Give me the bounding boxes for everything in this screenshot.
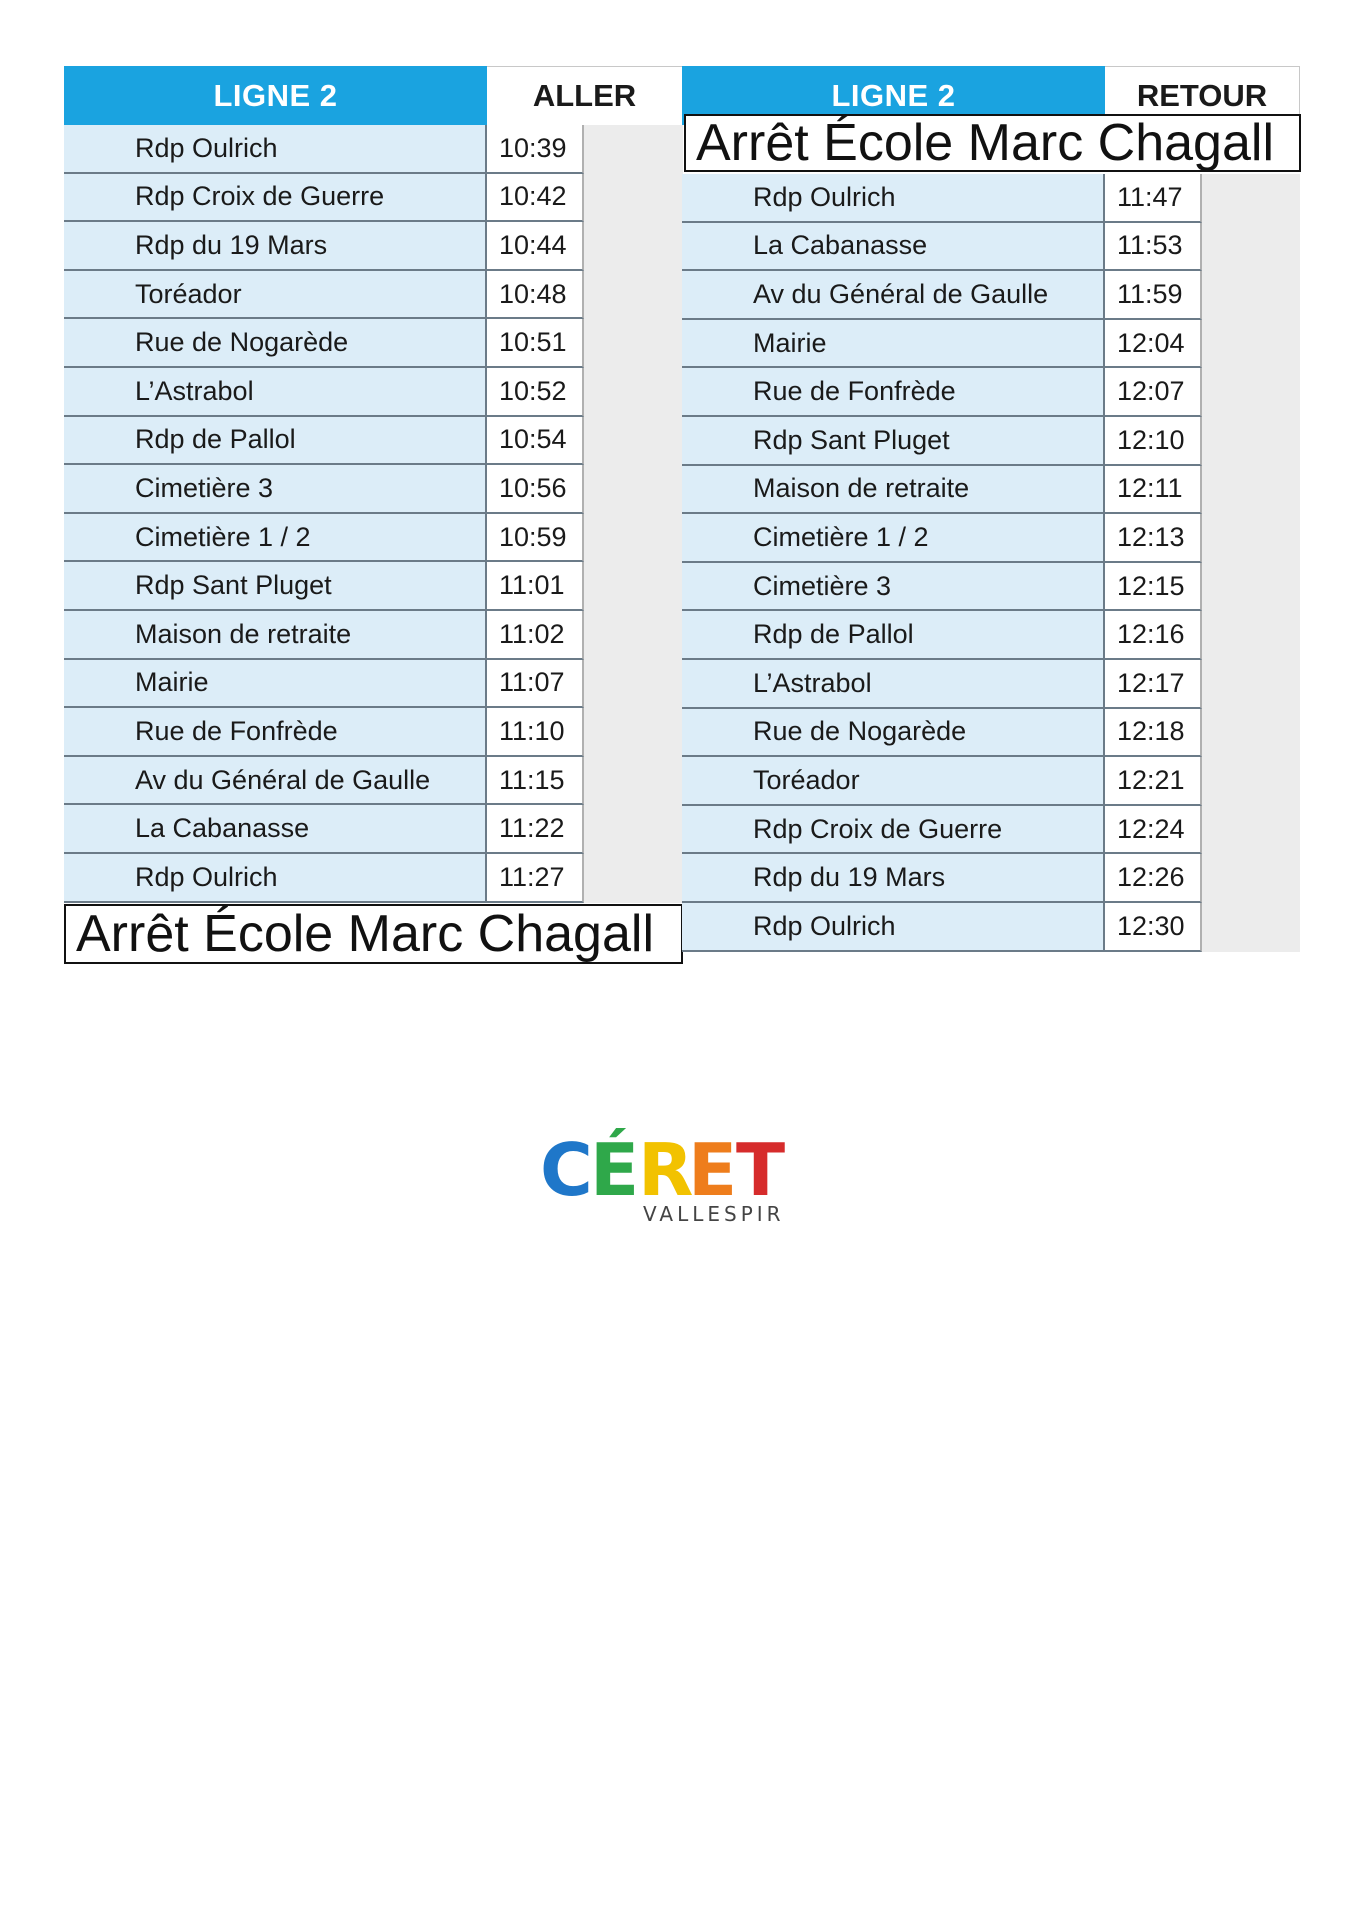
stop-name: Rdp Oulrich [64, 854, 487, 903]
retour-table-row [682, 417, 1300, 466]
empty-cell [1202, 806, 1300, 855]
empty-cell [584, 174, 683, 223]
aller-table-row [64, 319, 683, 368]
stop-name: Cimetière 3 [682, 563, 1105, 612]
aller-school-stop: Arrêt École Marc Chagall [64, 904, 683, 964]
empty-cell [584, 222, 683, 271]
logo-letter-e-accent: É [590, 1128, 640, 1212]
stop-name: Rdp Sant Pluget [64, 562, 487, 611]
stop-name: Rdp Oulrich [682, 174, 1105, 223]
stop-time: 12:24 [1105, 806, 1202, 855]
stop-name: Cimetière 3 [64, 465, 487, 514]
empty-cell [584, 708, 683, 757]
aller-table-row [64, 222, 683, 271]
logo-letter-r: R [638, 1128, 694, 1212]
empty-cell [1202, 757, 1300, 806]
stop-time: 12:04 [1105, 320, 1202, 369]
retour-rows [682, 174, 1300, 952]
stop-time: 11:27 [487, 854, 584, 903]
aller-rows [64, 125, 683, 903]
empty-cell [584, 514, 683, 563]
aller-table-row [64, 805, 683, 854]
empty-cell [584, 611, 683, 660]
retour-table-row [682, 466, 1300, 515]
stop-time: 11:15 [487, 757, 584, 806]
retour-table-row [682, 223, 1300, 272]
retour-table-row [682, 709, 1300, 758]
stop-time: 11:07 [487, 660, 584, 709]
stop-name: Mairie [64, 660, 487, 709]
stop-time: 12:13 [1105, 514, 1202, 563]
stop-time: 11:53 [1105, 223, 1202, 272]
stop-time: 12:11 [1105, 466, 1202, 515]
aller-table-row [64, 465, 683, 514]
empty-cell [1202, 854, 1300, 903]
stop-time: 10:59 [487, 514, 584, 563]
stop-name: Rdp du 19 Mars [64, 222, 487, 271]
retour-table-row [682, 903, 1300, 952]
empty-cell [584, 562, 683, 611]
retour-table-row [682, 563, 1300, 612]
empty-cell [1202, 611, 1300, 660]
aller-table-row [64, 708, 683, 757]
empty-cell [584, 319, 683, 368]
empty-cell [1202, 709, 1300, 758]
stop-name: La Cabanasse [682, 223, 1105, 272]
empty-cell [584, 125, 683, 174]
stop-name: Rdp Oulrich [64, 125, 487, 174]
stop-time: 10:52 [487, 368, 584, 417]
stop-time: 12:26 [1105, 854, 1202, 903]
stop-name: Toréador [682, 757, 1105, 806]
stop-name: Maison de retraite [682, 466, 1105, 515]
empty-cell [1202, 320, 1300, 369]
stop-name: Rue de Nogarède [682, 709, 1105, 758]
stop-time: 10:51 [487, 319, 584, 368]
stop-time: 10:48 [487, 271, 584, 320]
stop-name: Rdp de Pallol [682, 611, 1105, 660]
aller-table-row [64, 562, 683, 611]
retour-table-row [682, 320, 1300, 369]
stop-time: 11:59 [1105, 271, 1202, 320]
aller-table-row [64, 271, 683, 320]
stop-name: Mairie [682, 320, 1105, 369]
stop-name: Rdp du 19 Mars [682, 854, 1105, 903]
stop-name: L’Astrabol [64, 368, 487, 417]
stop-name: Rdp Croix de Guerre [682, 806, 1105, 855]
empty-cell [1202, 903, 1300, 952]
empty-cell [1202, 660, 1300, 709]
aller-table-row [64, 854, 683, 903]
stop-name: Cimetière 1 / 2 [682, 514, 1105, 563]
stop-name: Maison de retraite [64, 611, 487, 660]
aller-table-row [64, 368, 683, 417]
stop-time: 12:16 [1105, 611, 1202, 660]
empty-cell [584, 660, 683, 709]
empty-cell [584, 854, 683, 903]
retour-table-row [682, 514, 1300, 563]
empty-cell [584, 417, 683, 466]
stop-time: 12:10 [1105, 417, 1202, 466]
empty-cell [584, 757, 683, 806]
logo-letter-c: C [540, 1128, 593, 1212]
aller-table-row [64, 514, 683, 563]
retour-table-row [682, 757, 1300, 806]
stop-time: 10:54 [487, 417, 584, 466]
empty-cell [584, 368, 683, 417]
stop-name: Rdp Sant Pluget [682, 417, 1105, 466]
empty-cell [1202, 271, 1300, 320]
empty-cell [1202, 174, 1300, 223]
stop-time: 12:15 [1105, 563, 1202, 612]
stop-name: L’Astrabol [682, 660, 1105, 709]
retour-timetable [682, 66, 1300, 951]
empty-cell [1202, 563, 1300, 612]
stop-time: 11:01 [487, 562, 584, 611]
stop-name: Rue de Fonfrède [682, 368, 1105, 417]
ceret-vallespir-logo [540, 1125, 800, 1225]
stop-time: 12:18 [1105, 709, 1202, 758]
aller-table-row [64, 660, 683, 709]
stop-name: Toréador [64, 271, 487, 320]
aller-line-label: LIGNE 2 [64, 66, 487, 125]
logo-letter-t: T [736, 1128, 786, 1212]
stop-time: 10:39 [487, 125, 584, 174]
retour-table-row [682, 660, 1300, 709]
aller-table-row [64, 611, 683, 660]
logo-letter-e: E [688, 1128, 738, 1212]
stop-time: 10:44 [487, 222, 584, 271]
retour-table-row [682, 271, 1300, 320]
stop-time: 10:42 [487, 174, 584, 223]
retour-school-stop: Arrêt École Marc Chagall [684, 114, 1301, 172]
stop-time: 11:22 [487, 805, 584, 854]
stop-time: 11:02 [487, 611, 584, 660]
stop-time: 12:17 [1105, 660, 1202, 709]
stop-name: Rdp Oulrich [682, 903, 1105, 952]
empty-cell [584, 271, 683, 320]
stop-time: 12:07 [1105, 368, 1202, 417]
retour-table-row [682, 854, 1300, 903]
retour-table-row [682, 368, 1300, 417]
empty-cell [1202, 417, 1300, 466]
aller-table-row [64, 417, 683, 466]
empty-cell [1202, 223, 1300, 272]
stop-name: Av du Général de Gaulle [64, 757, 487, 806]
retour-line-label: LIGNE 2 [682, 66, 1105, 125]
aller-direction-label: ALLER [487, 66, 683, 125]
stop-time: 11:10 [487, 708, 584, 757]
stop-time: 10:56 [487, 465, 584, 514]
empty-cell [584, 805, 683, 854]
stop-time: 12:21 [1105, 757, 1202, 806]
logo-subtitle: VALLESPIR [643, 1202, 785, 1225]
retour-table-row [682, 611, 1300, 660]
stop-name: Av du Général de Gaulle [682, 271, 1105, 320]
stop-name: Rue de Nogarède [64, 319, 487, 368]
logo-graphic [540, 1125, 800, 1225]
stop-time: 12:30 [1105, 903, 1202, 952]
aller-table-row [64, 125, 683, 174]
aller-header [64, 66, 683, 125]
aller-timetable [64, 66, 683, 951]
empty-cell [1202, 514, 1300, 563]
retour-table-row [682, 806, 1300, 855]
aller-table-row [64, 757, 683, 806]
stop-name: Cimetière 1 / 2 [64, 514, 487, 563]
stop-name: Rdp de Pallol [64, 417, 487, 466]
retour-direction-label: RETOUR [1105, 66, 1300, 125]
stop-time: 11:47 [1105, 174, 1202, 223]
aller-table-row [64, 174, 683, 223]
empty-cell [584, 465, 683, 514]
stop-name: Rdp Croix de Guerre [64, 174, 487, 223]
stop-name: Rue de Fonfrède [64, 708, 487, 757]
empty-cell [1202, 466, 1300, 515]
retour-table-row [682, 174, 1300, 223]
empty-cell [1202, 368, 1300, 417]
stop-name: La Cabanasse [64, 805, 487, 854]
